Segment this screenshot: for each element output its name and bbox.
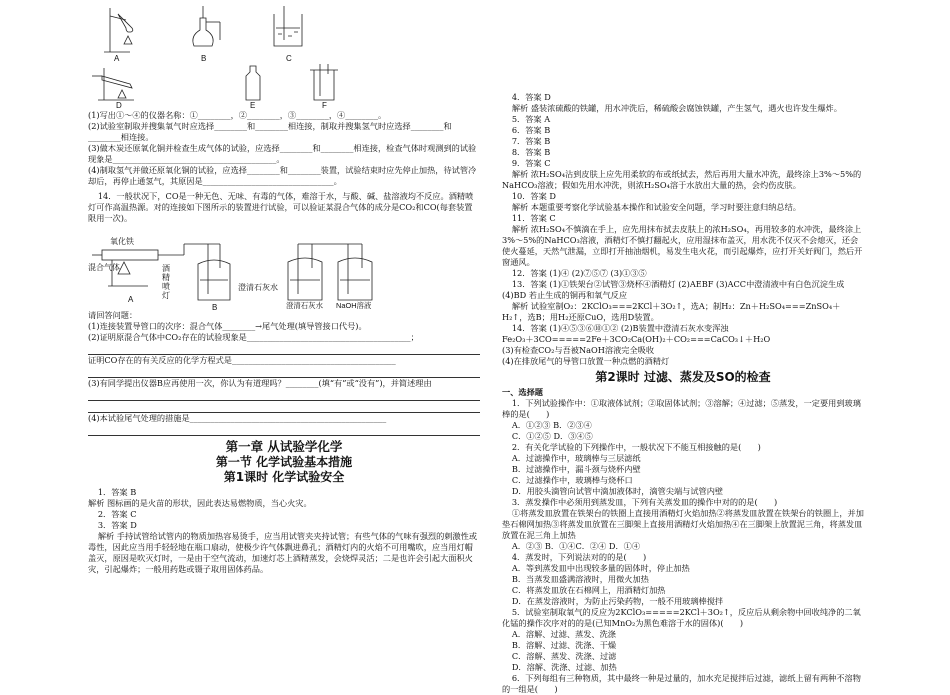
q2-option-c: C．过滤操作中，玻璃棒与烧杯口 — [511, 475, 633, 485]
lesson-title: 第1课时 化学试验安全 — [223, 470, 345, 484]
answer-9: 9．答案 C — [511, 158, 551, 168]
fig3-label-a: A — [128, 295, 134, 304]
q14-prompt: 请回答问题： — [88, 310, 138, 320]
q13-part1: (1)写出①～④的仪器名称：①________，②________，③________，④________。 — [88, 110, 387, 120]
answer-line — [88, 401, 480, 413]
q14-intro: 14．一般状况下，CO是一种无色、无味、有毒的气体，难溶于水，与酸、碱、盐溶液均不反应。酒精喷灯可作高温热源。对的连接如下图所示的装置进行试验，可以验证某混合气体的成分是CO₂和CO(每套装置限用一次)。 — [88, 191, 474, 223]
answer-6: 6．答案 B — [511, 125, 551, 135]
answer-4: 4．答案 D — [511, 92, 551, 102]
explain-13: 解析 试验室制O₂：2KClO₃===2KCl＋3O₂↑，选A；制H₂：Zn＋H₂SO₄===ZnSO₄＋H₂↑，选B；用H₂还原CuO，选用D装置。 — [502, 301, 841, 322]
answer-12: 12．答案 (1)④ (2)⑦⑤⑦ (3)①③⑤ — [511, 268, 647, 278]
left-column — [88, 0, 480, 575]
answer-5: 5．答案 A — [511, 114, 551, 124]
q5-option-d: D．溶解、洗涤、过滤、加热 — [511, 662, 617, 672]
explain-11: 解析 浓H₂SO₄不慎滴在手上，应先用抹布拭去皮肤上的浓H₂SO₄，再用较多的水冲洗，最终涂上3%～5%的NaHCO₃溶液，酒精灯不慎打翻起火，应用湿抹布盖灭，用水洗不仅灭不会熄灭，还会使火蔓延，天然气泄漏，立即打开抽油烟机，易发生电火花，而引起爆炸，应打开关好阀门，然后开窗通风。 — [502, 224, 863, 267]
q13-part3: (3)做木炭还原氧化铜并检查生成气体的试验，应选择________和________相连接，检查气体时观测到的试验现象是________________________________________。 — [88, 143, 477, 164]
label-limewater-c: 澄清石灰水 — [286, 301, 323, 310]
q14-part2: (2)证明原混合气体中CO₂存在的试验现象是________________________________________； — [88, 332, 419, 342]
explain-10: 解析 本题重要考察化学试验基本操作和试验安全问题，学习时要注意归纳总结。 — [511, 202, 801, 212]
question-5: 5．试验室制取氧气的反应为2KClO₃=====2KCl＋3O₂↑，反应后从剩余物中回收纯净的二氧化锰的操作次序对的的是(已知MnO₂为黑色难溶于水的固体)( ) — [502, 607, 861, 628]
answer-11: 11．答案 C — [511, 213, 556, 223]
label-naoh: NaOH溶液 — [336, 301, 372, 310]
q1-options-cd: C．①②⑤ D．③④⑤ — [511, 431, 593, 441]
q1-options-ab: A．①②③ B．②③④ — [511, 420, 592, 430]
answer-14: 14．答案 (1)④⑤③⑥⑩①② (2)B装置中澄清石灰水变浑浊 — [511, 323, 729, 333]
apparatus-figure-def — [88, 62, 480, 110]
q4-option-d: D．在蒸发溶液时，为防止污染药物，一般不用玻璃棒搅拌 — [511, 596, 724, 606]
explain-9: 解析 浓H₂SO₄沾到皮肤上应先用柔软的布或纸拭去，然后再用大量水冲洗，最终涂上3%～5%的NaHCO₃溶液；假如先用水冲洗，则浓H₂SO₄溶于水放出大量的热，会灼伤皮肤。 — [502, 169, 862, 190]
answer-14-equation: Fe₂O₃＋3CO=====2Fe＋3CO₂Ca(OH)₂＋CO₂===CaCO₃↓＋H₂O — [502, 334, 771, 344]
fig-label-c: C — [286, 54, 292, 63]
fig-label-b: B — [201, 54, 207, 63]
explain-3: 解析 手持试管给试管内的物质加热容易烫手，应当用试管夹夹持试管；有些气体的气味有强烈的刺激性或毒性，因此应当用手轻轻地在瓶口扇动，使极少许气体飘进鼻孔；酒精灯内的火焰不可用嘴吹，应当用灯帽盖灭，原因是吹灭灯时，一是由于空气流动，加速灯芯上酒精蒸发，会烧焊灵活；二是也许会引起大面积火灾，引起爆炸；一般用药匙或镊子取用固体药品。 — [88, 531, 478, 574]
fig3-label-b: B — [212, 303, 218, 312]
label-limewater-b: 澄清石灰水 — [238, 283, 278, 292]
answer-3: 3．答案 D — [97, 520, 137, 530]
q5-option-a: A．溶解、过滤、蒸发、洗涤 — [511, 629, 616, 639]
question-6: 6．下列每组有三种物质，其中最终一种是过量的，加水充足搅拌后过滤，滤纸上留有两种不溶物的一组是( ) — [502, 673, 861, 694]
answer-line — [88, 343, 480, 355]
q2-option-b: B．过滤操作中，漏斗颈与烧杯内壁 — [511, 464, 641, 474]
q14-part4: (4)本试验尾气处理的措施是________________________________________________ — [88, 413, 387, 423]
answer-8: 8．答案 B — [511, 147, 551, 157]
answer-13: 13．答案 (1)①铁架台②试管③烧杯④酒精灯 (2)AEBF (3)ACC中澄清液中有白色沉淀生成 (4)BD 若止生成的铜再和氧气反应 — [502, 279, 847, 300]
q2-option-d: D．用胶头滴管向试管中滴加液体时，滴管尖端与试管内壁 — [511, 486, 724, 496]
part-heading: 一、选择题 — [502, 387, 543, 397]
answer-line — [88, 366, 480, 378]
lesson2-title: 第2课时 过滤、蒸发及SO的检查 — [595, 370, 771, 384]
fig-label-f: F — [322, 101, 327, 110]
answer-2: 2．答案 C — [97, 509, 137, 519]
q4-option-b: B．当蒸发皿盛满溶液时，用微火加热 — [511, 574, 649, 584]
answer-line — [88, 389, 480, 401]
answer-10: 10．答案 D — [511, 191, 556, 201]
apparatus-figure-co-test — [88, 224, 480, 310]
q2-option-a: A．过滤操作中，玻璃棒与三层滤纸 — [511, 453, 641, 463]
q13-part4: (4)制取氢气并做还原氧化铜的试验，应选择________和________装置，试验结束时应先停止加热，待试管冷却后，再停止通氢气，其原因是________________________________。 — [88, 165, 477, 186]
question-4: 4．蒸发时，下列说法对的的是( ) — [511, 552, 647, 562]
answer-line — [88, 424, 480, 436]
co-test-drawing — [88, 224, 480, 310]
question-2: 2．有关化学试验的下列操作中，一般状况下不能互相接触的是( ) — [511, 442, 761, 452]
label-mixed-gas: 混合气体 — [88, 263, 120, 272]
q14-part2b: 证明CO存在的有关反应的化学方程式是________________________________________ — [88, 355, 396, 365]
question-3: 3．蒸发操作中必须用到蒸发皿，下列有关蒸发皿的操作中对的的是( ) — [511, 497, 778, 507]
fig-label-a: A — [114, 54, 120, 63]
q5-option-c: C．溶解、蒸发、洗涤、过滤 — [511, 651, 617, 661]
chapter-title: 第一章 从试验学化学 — [225, 439, 343, 454]
label-alcohol-lamp: 酒精喷灯 — [162, 264, 170, 300]
q4-option-c: C．将蒸发皿放在石棉网上，用酒精灯加热 — [511, 585, 666, 595]
section-title: 第一节 化学试验基本措施 — [215, 455, 353, 469]
label-iron-oxide: 氧化铁 — [110, 237, 134, 246]
q13-part2: (2)试验室制取并搜集氧气时应选择________和________相连接，制取并搜集氢气时应选择________和________相连接。 — [88, 121, 452, 142]
answer-7: 7．答案 B — [511, 136, 551, 146]
fig-label-d: D — [116, 101, 122, 110]
answer-14-part4: (4)在排放尾气的导管口放置一种点燃的酒精灯 — [502, 356, 670, 366]
explain-4: 解析 盛装浓硫酸的铁罐，用水冲洗后，稀硫酸会腐蚀铁罐，产生氢气，遇火也许发生爆炸。 — [511, 103, 842, 113]
q3-statements: ①将蒸发皿放置在铁架台的铁圈上直接用酒精灯火焰加热②将蒸发皿放置在铁架台的铁圈上，并加垫石棉网加热③将蒸发皿放置在三脚架上直接用酒精灯火焰加热④在三脚架上放置泥三角，将蒸发皿放置在泥三角上加热 — [502, 508, 864, 540]
apparatus-def-drawing — [88, 62, 480, 110]
apparatus-figure-abc — [88, 0, 480, 62]
q3-options: A．②③ B．①④C．②④ D．①④ — [511, 541, 641, 551]
fig-label-e: E — [250, 101, 256, 110]
answer-1: 1．答案 B — [97, 487, 137, 497]
explain-1: 解析 图标画的是火苗的形状，因此表达易燃物质，当心火灾。 — [88, 498, 312, 508]
q5-option-b: B．溶解、过滤、洗涤、干燥 — [511, 640, 617, 650]
answer-14-part3: (3)有检查CO₂与吾被NaOH溶液完全吸收 — [502, 345, 655, 355]
question-1: 1．下列试验操作中：①取液体试剂；②取固体试剂；③溶解；④过滤；⑤蒸发，一定要用到玻璃棒的是( ) — [502, 398, 861, 419]
right-column — [502, 92, 864, 695]
q4-option-a: A．等到蒸发皿中出现较多量的固体时，停止加热 — [511, 563, 690, 573]
apparatus-abc-drawing — [88, 0, 480, 62]
q14-part1: (1)连接装置导管口的次序：混合气体________→尾气处理(填导管接口代号)。 — [88, 321, 367, 331]
q14-part3: (3)有同学提出仪器B应再使用一次，你认为有道理吗？________(填“有”或“没有”)，并简述理由 — [88, 378, 432, 388]
